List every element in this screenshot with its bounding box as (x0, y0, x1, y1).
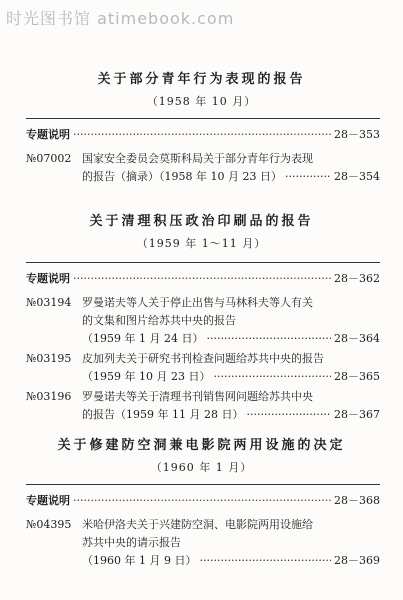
section-title: 关于部分青年行为表现的报告 (97, 72, 306, 87)
document-number: №04395 (26, 518, 72, 531)
explain-label: 专题说明 (26, 128, 70, 141)
page-ref: 28－354 (334, 170, 380, 183)
entry-text: 的文集和图片给苏共中央的报告 (82, 314, 236, 327)
entry-text: 罗曼诺夫等人关于停止出售与马林科夫等人有关 (82, 296, 313, 309)
leader-dots (213, 368, 331, 386)
leader-dots (73, 272, 331, 285)
entry-text: 罗曼诺夫等关于清理书刊销售网问题给苏共中央 (82, 390, 313, 403)
page-ref: 28－362 (334, 272, 380, 285)
entry-text: 皮加列夫关于研究书刊检查问题给苏共中央的报告 (82, 352, 324, 365)
section-date: （1959 年 1～11 月） (136, 237, 267, 250)
leader-dots (206, 330, 331, 348)
section-date: （1960 年 1 月） (150, 461, 253, 474)
section-3 (0, 434, 403, 475)
section-2 (0, 210, 403, 251)
divider (26, 484, 380, 485)
section-title: 关于修建防空洞兼电影院两用设施的决定 (57, 438, 346, 453)
section-title: 关于清理积压政治印刷品的报告 (89, 214, 314, 229)
page-ref: 28－368 (334, 494, 380, 507)
explain-row[interactable] (26, 126, 380, 142)
entry-text: 苏共中央的请示报告 (82, 536, 181, 549)
page-ref: 28－353 (334, 128, 380, 141)
page-ref: 28－364 (334, 332, 380, 345)
page-ref: 28－365 (334, 370, 380, 383)
entry-text: （1960 年 1 月 9 日） (82, 554, 197, 567)
leader-dots (199, 552, 331, 570)
entry-text: 米哈伊洛夫关于兴建防空洞、电影院两用设施给 (82, 518, 313, 531)
leader-dots (73, 128, 331, 141)
divider (26, 118, 380, 119)
entry-text: 的报告（1959 年 11 月 28 日） (82, 408, 244, 421)
explain-row[interactable] (26, 270, 380, 286)
page-ref: 28－369 (334, 554, 380, 567)
leader-dots (285, 168, 331, 186)
divider (26, 262, 380, 263)
document-number: №03196 (26, 390, 72, 403)
document-number: №03195 (26, 352, 72, 365)
watermark: 时光图书馆 atimebook.com (6, 9, 235, 28)
entry-text: （1959 年 1 月 24 日） (82, 332, 204, 345)
section-date: （1958 年 10 月） (146, 95, 257, 108)
document-number: №07002 (26, 152, 72, 165)
entry-text: 国家安全委员会莫斯科局关于部分青年行为表现 (82, 152, 313, 165)
entry-text: 的报告（摘录）（1958 年 10 月 23 日） (82, 170, 282, 183)
explain-label: 专题说明 (26, 494, 70, 507)
entry-text: （1959 年 10 月 23 日） (82, 370, 211, 383)
leader-dots (73, 494, 331, 507)
document-number: №03194 (26, 296, 72, 309)
page-ref: 28－367 (334, 408, 380, 421)
section-1 (0, 68, 403, 109)
leader-dots (246, 406, 331, 424)
explain-row[interactable] (26, 492, 380, 508)
explain-label: 专题说明 (26, 272, 70, 285)
